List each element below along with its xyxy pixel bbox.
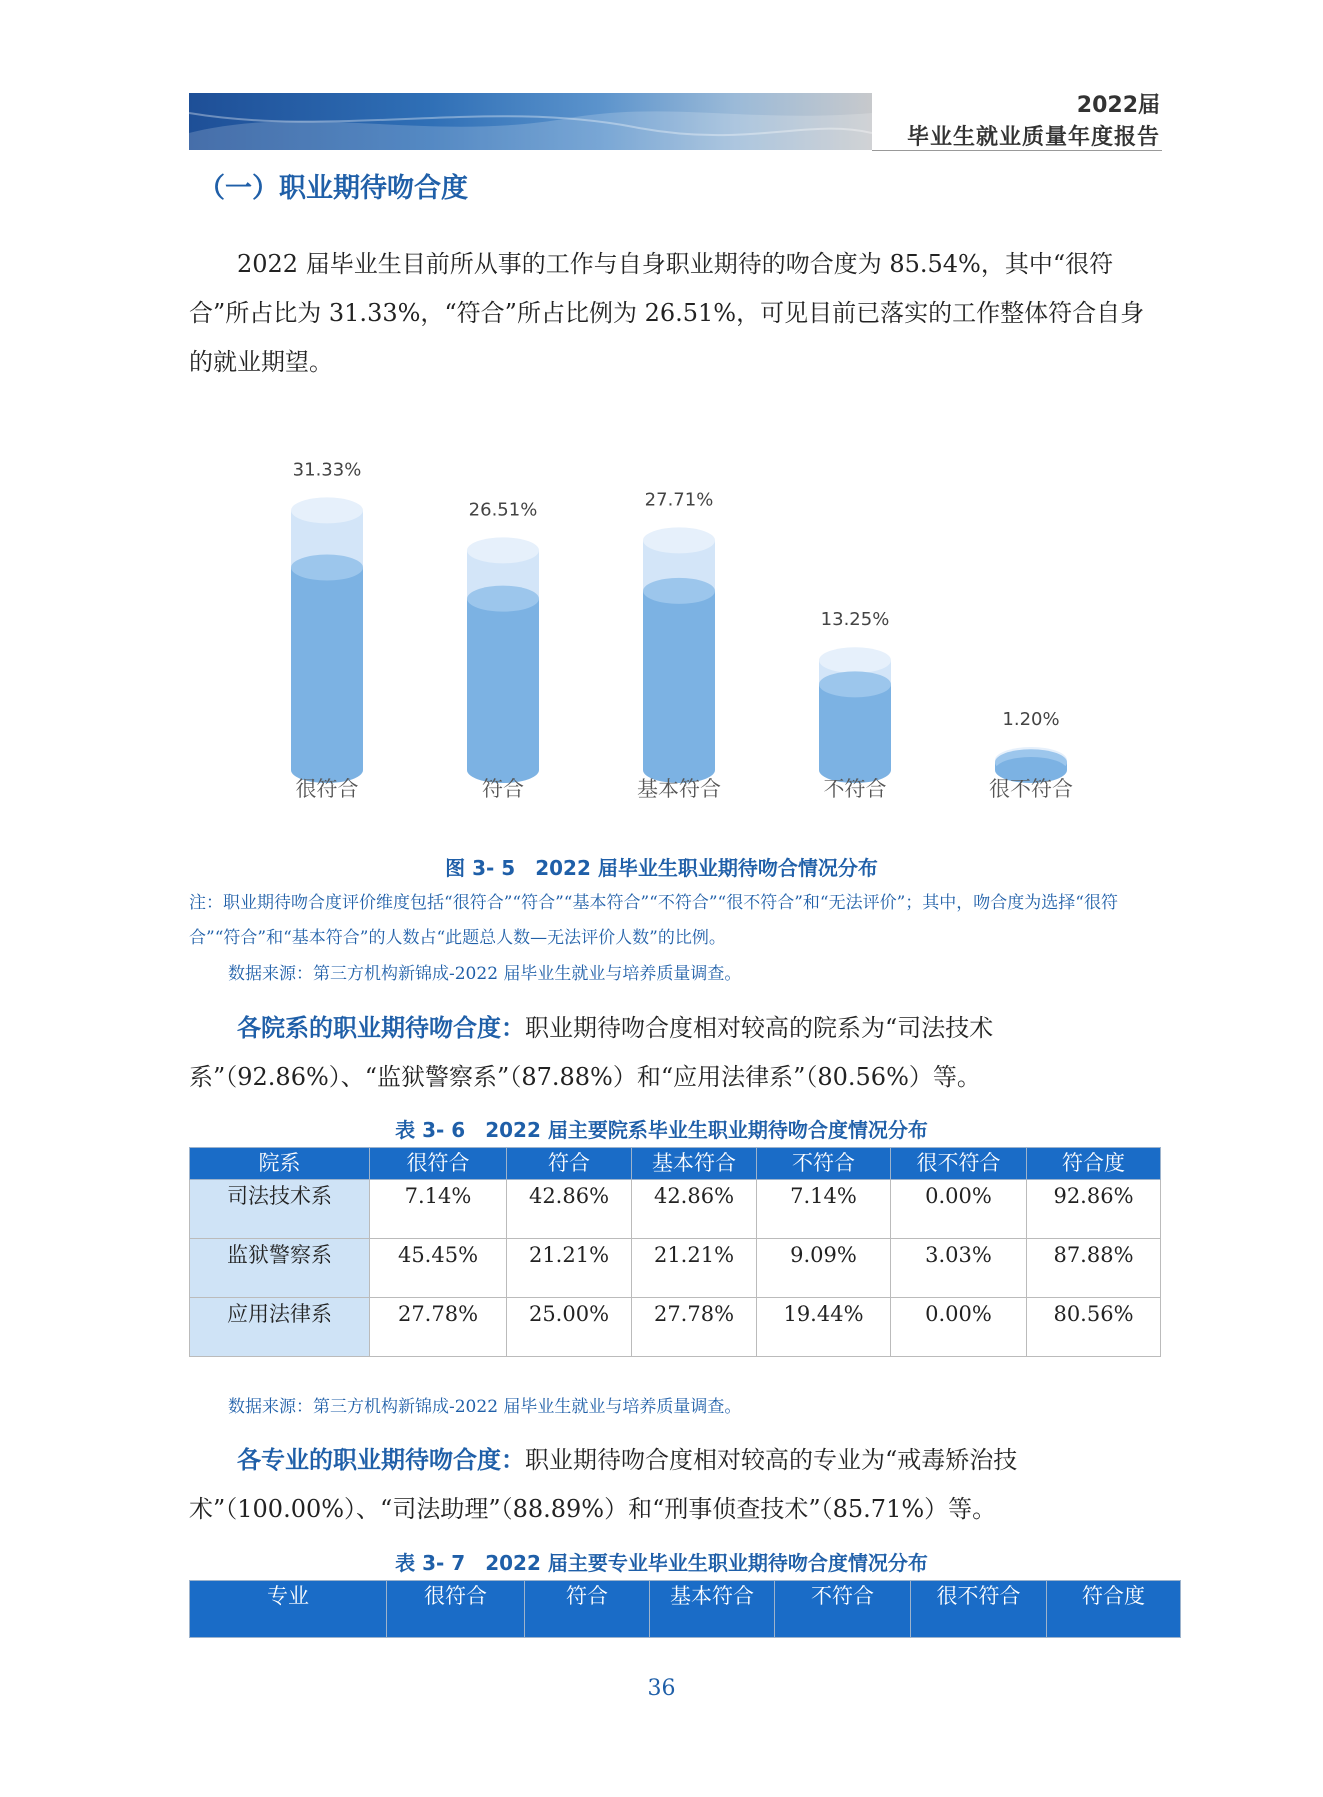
table-cell: 92.86%: [1027, 1180, 1161, 1239]
table-cell-dept: 监狱警察系: [190, 1239, 370, 1298]
column-header: 基本符合: [632, 1148, 757, 1180]
table6-source: 数据来源：第三方机构新锦成-2022 届毕业生就业与培养质量调查。: [228, 1397, 742, 1417]
bar: [643, 591, 715, 770]
bar: [291, 568, 363, 770]
table-cell: 0.00%: [891, 1180, 1027, 1239]
dept-paragraph-lead: 各院系的职业期待吻合度：: [237, 1014, 525, 1042]
column-header: 很符合: [370, 1148, 507, 1180]
column-header: 不符合: [775, 1581, 911, 1638]
column-header: 院系: [190, 1148, 370, 1180]
header-wave-decoration: [189, 93, 872, 150]
column-header: 符合度: [1047, 1581, 1181, 1638]
header-year: 2022届: [1076, 93, 1160, 118]
column-header: 很符合: [387, 1581, 525, 1638]
chart-source: 数据来源：第三方机构新锦成-2022 届毕业生就业与培养质量调查。: [228, 964, 742, 984]
chart-note: 注：职业期待吻合度评价维度包括“很符合”“符合”“基本符合”“不符合”“很不符合”和“无法评价”；其中，吻合度为选择“很符合”“符合”和“基本符合”的人数占“此题总人数—无法评价人数”的比例。: [189, 893, 1118, 948]
table-cell: 42.86%: [507, 1180, 632, 1239]
data-label: 13.25%: [820, 609, 890, 631]
dept-paragraph: [189, 1004, 1161, 1102]
table-cell: 87.88%: [1027, 1239, 1161, 1298]
table-cell: 19.44%: [757, 1298, 891, 1357]
header-text: [880, 90, 1160, 154]
bar-fill-cap: [467, 586, 539, 612]
category-label: 很符合: [295, 777, 359, 801]
dept-table: [189, 1147, 1161, 1357]
table-cell: 9.09%: [757, 1239, 891, 1298]
data-label: 27.71%: [644, 489, 714, 511]
category-label: 符合: [482, 777, 524, 801]
table-cell: 27.78%: [370, 1298, 507, 1357]
bar-top-cap: [819, 647, 891, 673]
table-row: [190, 1239, 1161, 1298]
table-cell: 3.03%: [891, 1239, 1027, 1298]
intro-paragraph: 2022 届毕业生目前所从事的工作与自身职业期待的吻合度为 85.54%，其中“很符合”所占比为 31.33%，“符合”所占比例为 26.51%，可见目前已落实的工作整体符合自身的就业期望。: [189, 250, 1145, 376]
major-table: [189, 1580, 1181, 1638]
dept-paragraph-text: 职业期待吻合度相对较高的院系为“司法技术系”（92.86%）、“监狱警察系”（87.88%）和“应用法律系”（80.56%）等。: [189, 1014, 994, 1091]
column-header: 很不符合: [911, 1581, 1047, 1638]
table-cell: 7.14%: [370, 1180, 507, 1239]
expectation-match-chart: [260, 440, 1120, 810]
category-label: 不符合: [823, 777, 887, 801]
major-paragraph: [189, 1436, 1161, 1534]
table-cell: 25.00%: [507, 1298, 632, 1357]
table-cell-dept: 司法技术系: [190, 1180, 370, 1239]
bar-top-cap: [467, 537, 539, 563]
table-cell: 7.14%: [757, 1180, 891, 1239]
bar-fill-cap: [819, 671, 891, 697]
column-header: 很不符合: [891, 1148, 1027, 1180]
table-row: [190, 1180, 1161, 1239]
data-label: 26.51%: [468, 499, 538, 521]
table-cell: 21.21%: [507, 1239, 632, 1298]
data-label: 1.20%: [1002, 709, 1060, 731]
header-divider: [872, 150, 1162, 151]
table-cell-dept: 应用法律系: [190, 1298, 370, 1357]
table7-caption: 表 3- 7 2022 届主要专业毕业生职业期待吻合度情况分布: [395, 1551, 928, 1575]
data-label: 31.33%: [292, 459, 362, 481]
table-cell: 80.56%: [1027, 1298, 1161, 1357]
header-report-title: 毕业生就业质量年度报告: [906, 125, 1160, 150]
category-label: 基本符合: [637, 777, 721, 801]
table-row: [190, 1298, 1161, 1357]
bar-fill-cap: [643, 578, 715, 604]
header-banner: [189, 93, 872, 150]
table-header-row: [190, 1581, 1181, 1638]
table-header-row: [190, 1148, 1161, 1180]
table-cell: 21.21%: [632, 1239, 757, 1298]
column-header: 符合: [525, 1581, 650, 1638]
table-cell: 0.00%: [891, 1298, 1027, 1357]
page-number: 36: [647, 1676, 676, 1701]
major-paragraph-lead: 各专业的职业期待吻合度：: [237, 1446, 525, 1474]
column-header: 符合: [507, 1148, 632, 1180]
bar-fill-cap: [291, 555, 363, 581]
column-header: 基本符合: [650, 1581, 775, 1638]
bar: [467, 599, 539, 770]
table-cell: 45.45%: [370, 1239, 507, 1298]
table-cell: 42.86%: [632, 1180, 757, 1239]
category-label: 很不符合: [989, 777, 1073, 801]
table6-caption: 表 3- 6 2022 届主要院系毕业生职业期待吻合度情况分布: [395, 1118, 928, 1142]
bar-top-cap: [643, 527, 715, 553]
table-cell: 27.78%: [632, 1298, 757, 1357]
section-title: （一）职业期待吻合度: [198, 173, 468, 204]
column-header: 不符合: [757, 1148, 891, 1180]
major-paragraph-text: 职业期待吻合度相对较高的专业为“戒毒矫治技术”（100.00%）、“司法助理”（88.89%）和“刑事侦查技术”（85.71%）等。: [189, 1446, 1018, 1523]
column-header: 专业: [190, 1581, 387, 1638]
bar-top-cap: [291, 497, 363, 523]
chart-caption: 图 3- 5 2022 届毕业生职业期待吻合情况分布: [445, 856, 878, 880]
column-header: 符合度: [1027, 1148, 1161, 1180]
